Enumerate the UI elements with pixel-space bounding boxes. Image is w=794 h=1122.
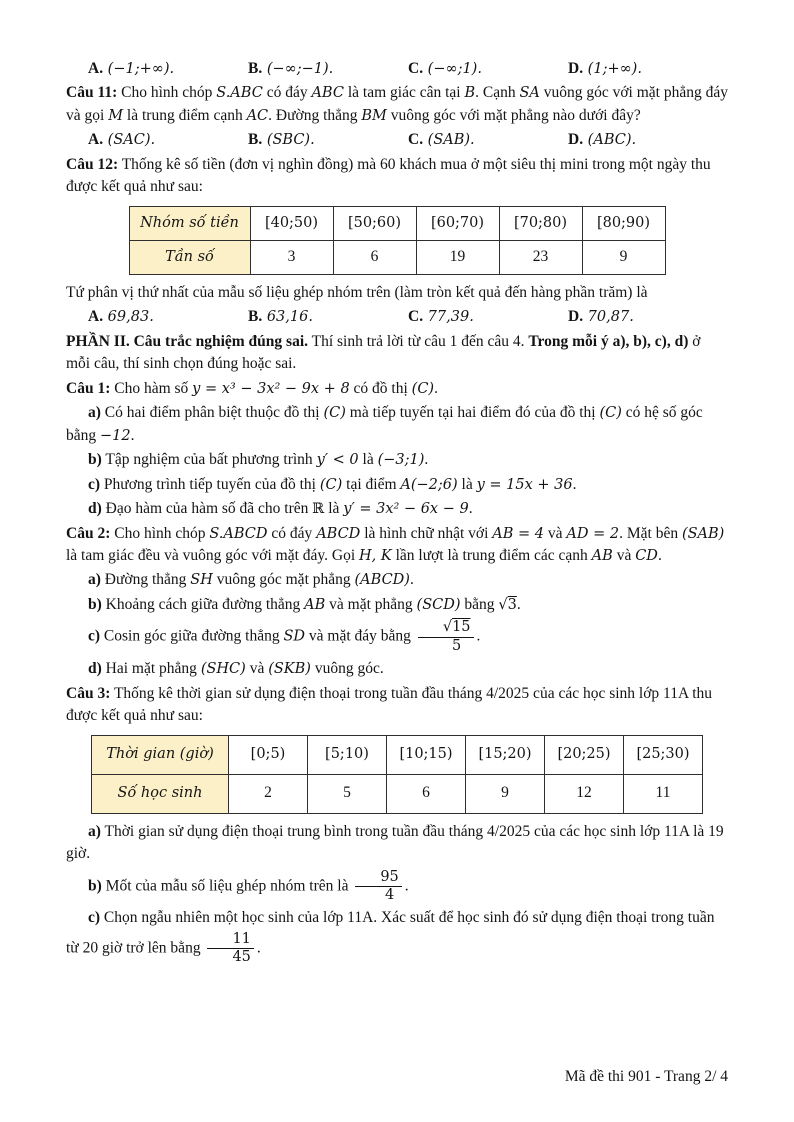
option-value: (SBC).	[262, 132, 315, 149]
interval-text: [25;30)	[636, 746, 690, 763]
value-cell: 9	[466, 774, 545, 813]
option-letter: D.	[568, 60, 584, 77]
option-letter: D.	[568, 308, 584, 326]
money-frequency-table	[129, 206, 666, 275]
option-value: 69,83.	[103, 309, 154, 326]
option-B	[248, 306, 408, 328]
row-label-cell: Nhóm số tiền	[129, 206, 250, 240]
interval-cell	[582, 206, 665, 240]
table-row	[92, 735, 703, 774]
option-value: 70,87.	[583, 309, 634, 326]
p2-question-1-text: Câu 1: Cho hàm số y = x³ − 3x² − 9x + 8 có đồ thị (C).	[66, 379, 438, 397]
table-row	[129, 240, 665, 274]
p2-q1-item-d: d) Đạo hàm của hàm số đã cho trên ℝ là y′ = 3x² − 6x − 9.	[88, 500, 473, 518]
option-letter: A.	[88, 308, 104, 326]
interval-cell	[545, 735, 624, 774]
p2-q3-item-c: c) Chọn ngẫu nhiên một học sinh của lớp 11A. Xác suất để học sinh đó sử dụng điện thoại trong tuần từ 20 giờ trở lên bằng $\frac{11}{45}$ .	[66, 909, 715, 966]
value-cell: 9	[582, 240, 665, 274]
table-row	[129, 206, 665, 240]
option-value: (−1;+∞).	[103, 61, 175, 77]
option-value: 77,39.	[423, 309, 474, 326]
option-letter: C.	[408, 308, 424, 326]
interval-cell	[416, 206, 499, 240]
p2-q3-item-a: a) Thời gian sử dụng điện thoại trung bình trong tuần đầu tháng 4/2025 của các học sinh lớp 11A là 19 giờ.	[66, 822, 724, 863]
option-letter: B.	[248, 131, 263, 149]
interval-cell	[466, 735, 545, 774]
option-value: (ABC).	[583, 132, 637, 149]
value-cell: 12	[545, 774, 624, 813]
interval-text: [10;15)	[399, 746, 453, 763]
phone-time-table	[91, 735, 703, 814]
value-cell: 11	[624, 774, 703, 813]
interval-text: [0;5)	[250, 746, 286, 763]
row-label-cell: Tần số	[129, 240, 250, 274]
option-D	[568, 129, 728, 151]
p2-q2-item-c: c) Cosin góc giữa đường thẳng SD và mặt đáy bằng $\frac{√15}{5}$ .	[88, 619, 481, 654]
interval-cell	[499, 206, 582, 240]
p2-q1-item-b: b) Tập nghiệm của bất phương trình y′ < 0 là (−3;1).	[88, 451, 429, 469]
fraction: $\frac{95}{4}$	[355, 869, 401, 905]
option-letter: B.	[248, 60, 263, 77]
interval-text: [20;25)	[557, 746, 611, 763]
option-C	[408, 306, 568, 328]
options-row-q10	[66, 58, 728, 80]
option-D	[568, 306, 728, 328]
row-label-cell: Thời gian (giờ)	[92, 735, 229, 774]
option-letter: B.	[248, 308, 263, 326]
option-D	[568, 58, 728, 80]
interval-cell	[387, 735, 466, 774]
interval-text: [50;60)	[347, 215, 402, 232]
p2-question-3-text: Câu 3: Thống kê thời gian sử dụng điện thoại trong tuần đầu tháng 4/2025 của các học sinh lớp 11A thu được kết quả như sau:	[66, 684, 712, 725]
p2-question-2-text: Câu 2: Cho hình chóp S.ABCD có đáy ABCD là hình chữ nhật với AB = 4 và AD = 2. Mặt bên (SAB) là tam giác đều và vuông góc với mặt đáy. Gọi H, K lần lượt là trung điểm các cạnh AB và CD.	[66, 524, 725, 564]
row-label-cell: Số học sinh	[92, 774, 229, 813]
option-value: (SAC).	[103, 132, 156, 149]
option-C	[408, 58, 568, 80]
interval-cell	[250, 206, 333, 240]
option-B	[248, 58, 408, 80]
question-12-text: Câu 12: Thống kê số tiền (đơn vị nghìn đồng) mà 60 khách mua ở một siêu thị mini trong một ngày thu được kết quả như sau:	[66, 155, 711, 196]
option-value: (1;+∞).	[583, 61, 642, 77]
interval-text: [80;90)	[596, 215, 651, 232]
interval-cell	[308, 735, 387, 774]
option-value: (SAB).	[423, 132, 475, 149]
value-cell: 3	[250, 240, 333, 274]
option-B	[248, 129, 408, 151]
part2-heading: PHẦN II. Câu trắc nghiệm đúng sai. Thí sinh trả lời từ câu 1 đến câu 4. Trong mỗi ý a), b), c), d) ở mỗi câu, thí sinh chọn đúng hoặc sai.	[66, 332, 701, 373]
p2-q1-item-c: c) Phương trình tiếp tuyến của đồ thị (C) tại điểm A(−2;6) là y = 15x + 36.	[88, 475, 577, 493]
interval-text: [15;20)	[478, 746, 532, 763]
options-row-q11	[66, 129, 728, 151]
fraction: $\frac{11}{45}$	[207, 931, 253, 967]
option-A	[88, 58, 248, 80]
value-cell: 6	[387, 774, 466, 813]
fraction: $\frac{√15}{5}$	[418, 619, 474, 655]
table-row	[92, 774, 703, 813]
option-C	[408, 129, 568, 151]
value-cell: 5	[308, 774, 387, 813]
options-row-q12	[66, 306, 728, 328]
p2-q3-item-b: b) Mốt của mẫu số liệu ghép nhóm trên là $\frac{95}{4}$ .	[88, 868, 409, 903]
interval-cell	[624, 735, 703, 774]
interval-text: [40;50)	[264, 215, 319, 232]
p2-q2-item-d: d) Hai mặt phẳng (SHC) và (SKB) vuông góc.	[88, 660, 384, 678]
interval-cell	[229, 735, 308, 774]
interval-text: [70;80)	[513, 215, 568, 232]
interval-text: [5;10)	[325, 746, 369, 763]
option-value: (−∞;1).	[423, 61, 482, 77]
sqrt-expression: √3	[498, 596, 517, 613]
interval-text: [60;70)	[430, 215, 485, 232]
p2-q2-item-a: a) Đường thẳng SH vuông góc mặt phẳng (ABCD).	[88, 571, 414, 589]
value-cell: 23	[499, 240, 582, 274]
option-letter: A.	[88, 131, 104, 149]
option-value: (−∞;−1).	[262, 61, 334, 77]
p2-q1-item-a: a) Có hai điểm phân biệt thuộc đồ thị (C) mà tiếp tuyến tại hai điểm đó của đồ thị (C) có hệ số góc bằng −12.	[66, 404, 703, 444]
p2-q2-item-b: b) Khoảng cách giữa đường thẳng AB và mặt phẳng (SCD) bằng √3.	[88, 595, 521, 613]
option-A	[88, 129, 248, 151]
interval-cell	[333, 206, 416, 240]
question-12-prompt: Tứ phân vị thứ nhất của mẫu số liệu ghép nhóm trên (làm tròn kết quả đến hàng phần trăm) là	[66, 283, 648, 301]
question-11-text: Câu 11: Cho hình chóp S.ABC có đáy ABC là tam giác cân tại B. Cạnh SA vuông góc với mặt phẳng đáy và gọi M là trung điểm cạnh AC. Đường thẳng BM vuông góc với mặt phẳng nào dưới đây?	[66, 84, 728, 124]
value-cell: 6	[333, 240, 416, 274]
option-value: 63,16.	[262, 309, 313, 326]
option-letter: C.	[408, 60, 424, 77]
option-letter: C.	[408, 131, 424, 149]
page-footer: Mã đề thi 901 - Trang 2/ 4	[564, 1067, 728, 1085]
value-cell: 19	[416, 240, 499, 274]
option-A	[88, 306, 248, 328]
option-letter: D.	[568, 131, 584, 149]
option-letter: A.	[88, 60, 104, 77]
value-cell: 2	[229, 774, 308, 813]
